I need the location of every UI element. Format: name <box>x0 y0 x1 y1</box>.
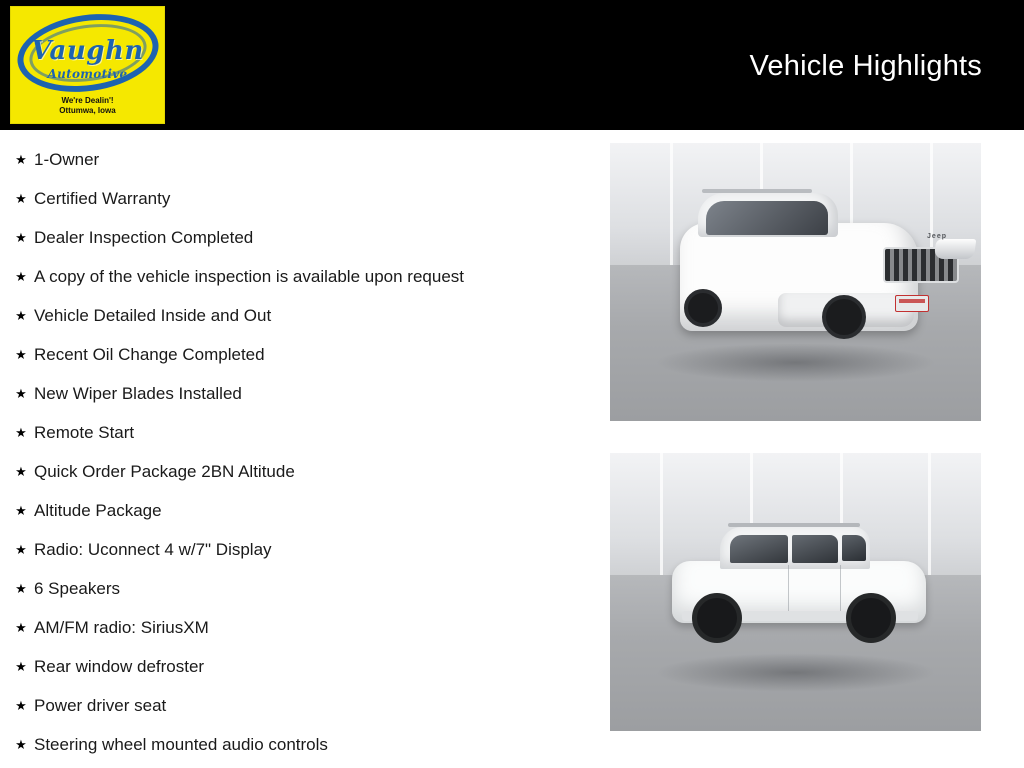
dealer-logo <box>10 6 165 124</box>
list-item <box>8 218 610 257</box>
list-item <box>8 413 610 452</box>
list-item-label: Power driver seat <box>34 696 167 715</box>
brand-badge: Jeep <box>927 233 947 240</box>
studio-light-strip <box>670 143 673 265</box>
studio-light-strip <box>928 453 931 575</box>
list-item-label: A copy of the vehicle inspection is available upon request <box>34 267 464 286</box>
list-item-label: 1-Owner <box>34 150 100 169</box>
star-icon: ★ <box>15 659 27 674</box>
front-door-window <box>730 535 788 563</box>
star-icon: ★ <box>15 581 27 596</box>
page-header <box>0 0 1024 130</box>
star-icon: ★ <box>15 347 27 362</box>
list-item-label: Dealer Inspection Completed <box>34 228 254 247</box>
list-item-label: Vehicle Detailed Inside and Out <box>34 306 272 325</box>
page-title: Vehicle Highlights <box>749 50 982 82</box>
list-item-label: Certified Warranty <box>34 189 171 208</box>
list-item-label: Remote Start <box>34 423 135 442</box>
list-item-label: Steering wheel mounted audio controls <box>34 735 328 754</box>
license-plate <box>895 295 929 312</box>
list-item <box>8 647 610 686</box>
roof-rail <box>728 523 860 527</box>
list-item <box>8 335 610 374</box>
quarter-window <box>842 535 866 561</box>
vehicle-photo-gallery <box>610 136 1024 768</box>
list-item <box>8 296 610 335</box>
list-item <box>8 491 610 530</box>
star-icon: ★ <box>15 152 27 167</box>
rear-wheel <box>684 289 722 327</box>
star-icon: ★ <box>15 542 27 557</box>
star-icon: ★ <box>15 230 27 245</box>
list-item-label: Recent Oil Change Completed <box>34 345 265 364</box>
vehicle-photo-front <box>610 143 981 421</box>
list-item <box>8 686 610 725</box>
list-item <box>8 452 610 491</box>
star-icon: ★ <box>15 464 27 479</box>
star-icon: ★ <box>15 425 27 440</box>
door-seam <box>788 565 789 611</box>
door-seam <box>840 565 841 611</box>
roof-rail <box>702 189 812 193</box>
page-content <box>0 130 1024 768</box>
logo-name: Vaughn <box>31 35 144 66</box>
list-item <box>8 725 610 764</box>
star-icon: ★ <box>15 698 27 713</box>
list-item <box>8 179 610 218</box>
list-item-label: AM/FM radio: SiriusXM <box>34 618 209 637</box>
star-icon: ★ <box>15 308 27 323</box>
list-item-label: Quick Order Package 2BN Altitude <box>34 462 295 481</box>
list-item <box>8 569 610 608</box>
car-shadow <box>655 343 937 382</box>
car-shadow <box>655 653 937 692</box>
rear-wheel <box>846 593 896 643</box>
logo-tagline-2: Ottumwa, Iowa <box>59 106 116 115</box>
vehicle-highlights-list <box>0 136 610 768</box>
list-item <box>8 140 610 179</box>
star-icon: ★ <box>15 737 27 752</box>
list-item <box>8 608 610 647</box>
list-item-label: New Wiper Blades Installed <box>34 384 242 403</box>
front-wheel <box>692 593 742 643</box>
star-icon: ★ <box>15 503 27 518</box>
list-item-label: Altitude Package <box>34 501 162 520</box>
list-item <box>8 257 610 296</box>
front-wheel <box>822 295 866 339</box>
star-icon: ★ <box>15 620 27 635</box>
list-item-label: Radio: Uconnect 4 w/7" Display <box>34 540 272 559</box>
headlight <box>934 239 977 259</box>
list-item-label: 6 Speakers <box>34 579 120 598</box>
star-icon: ★ <box>15 191 27 206</box>
windshield <box>706 201 828 235</box>
vehicle-photo-side <box>610 453 981 731</box>
logo-subname: Automotive <box>47 66 128 81</box>
list-item <box>8 374 610 413</box>
list-item <box>8 530 610 569</box>
logo-tagline-1: We're Dealin'! <box>61 96 114 105</box>
rear-door-window <box>792 535 838 563</box>
star-icon: ★ <box>15 269 27 284</box>
studio-light-strip <box>660 453 663 575</box>
star-icon: ★ <box>15 386 27 401</box>
list-item-label: Rear window defroster <box>34 657 205 676</box>
